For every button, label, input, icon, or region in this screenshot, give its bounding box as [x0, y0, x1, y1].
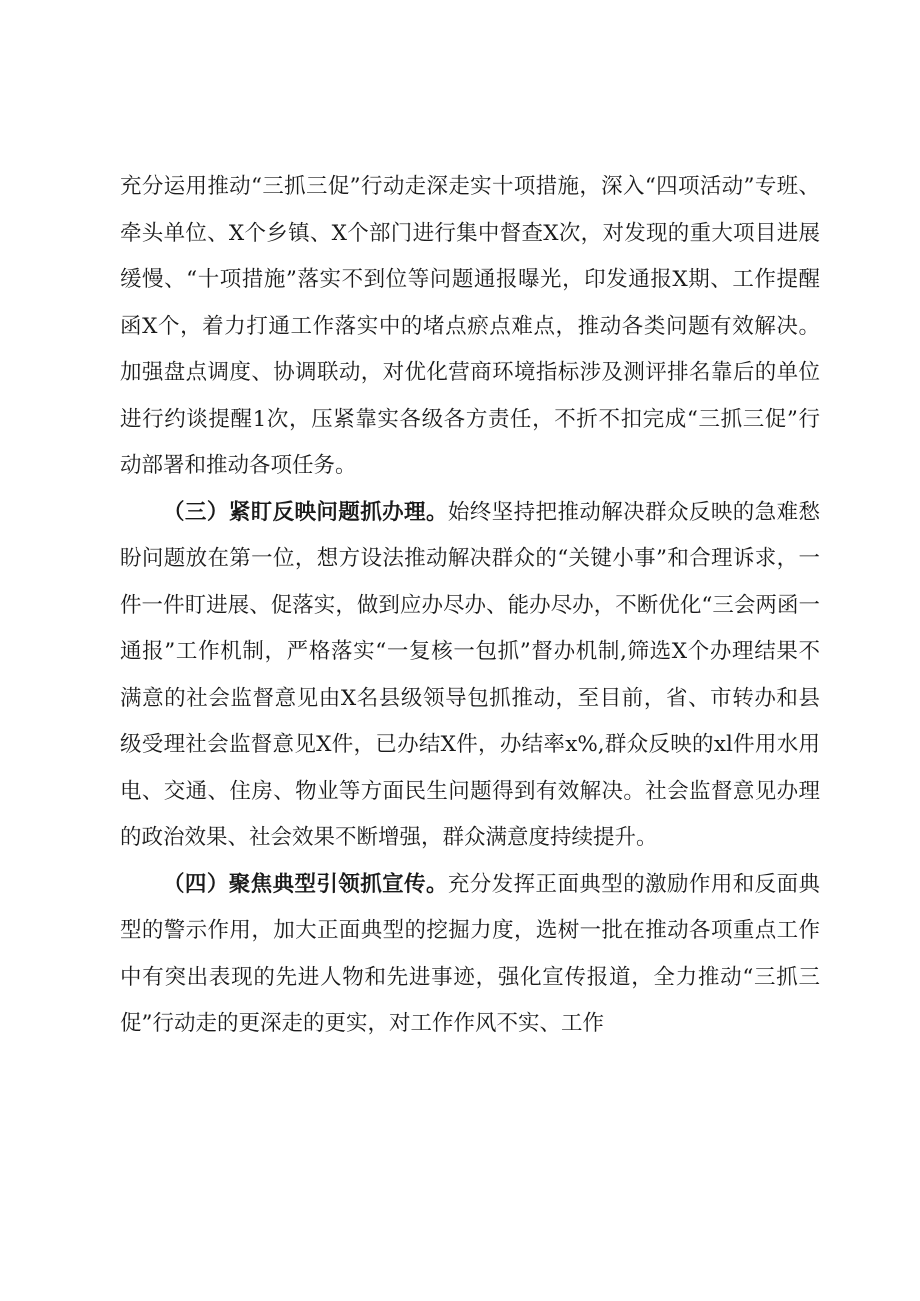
paragraph-continuation [120, 164, 820, 490]
section-heading: （四）聚焦典型引领抓宣传。 [163, 871, 448, 897]
document-body [120, 164, 820, 1048]
paragraph-text: 充分运用推动“三抓三促”行动走深走实十项措施，深入“四项活动”专班、牵头单位、X个乡镇、X个部门进行集中督查X次，对发现的重大项目进展缓慢、“十项措施”落实不到位等问题通报曝光，印发通报X期、工作提醒函X个，着力打通工作落实中的堵点瘀点难点，推动各类问题有效解决。加强盘点调度、协调联动，对优化营商环境指标涉及测评排名靠后的单位进行约谈提醒1次，压紧靠实各级各方责任，不折不扣完成“三抓三促”行动部署和推动各项任务。 [120, 174, 820, 478]
section-heading: （三）紧盯反映问题抓办理。 [163, 499, 448, 525]
paragraph-section-3 [120, 490, 820, 862]
paragraph-text: 充分发挥正面典型的激励作用和反面典型的警示作用，加大正面典型的挖掘力度，选树一批在推动各项重点工作中有突出表现的先进人物和先进事迹，强化宣传报道，全力推动“三抓三促”行动走的更深走的更实，对工作作风不实、工作 [120, 871, 820, 1036]
paragraph-text: 始终坚持把推动解决群众反映的急难愁盼问题放在第一位，想方设法推动解决群众的“关键小事”和合理诉求，一件一件盯进展、促落实，做到应办尽办、能办尽办，不断优化“三会两函一通报”工作机制，严格落实“一复核一包抓”督办机制,筛选X个办理结果不满意的社会监督意见由X名县级领导包抓推动，至目前，省、市转办和县级受理社会监督意见X件，已办结X件，办结率x%,群众反映的xl件用水用电、交通、住房、物业等方面民生问题得到有效解决。社会监督意见办理的政治效果、社会效果不断增强，群众满意度持续提升。 [120, 499, 820, 850]
paragraph-section-4 [120, 862, 820, 1048]
